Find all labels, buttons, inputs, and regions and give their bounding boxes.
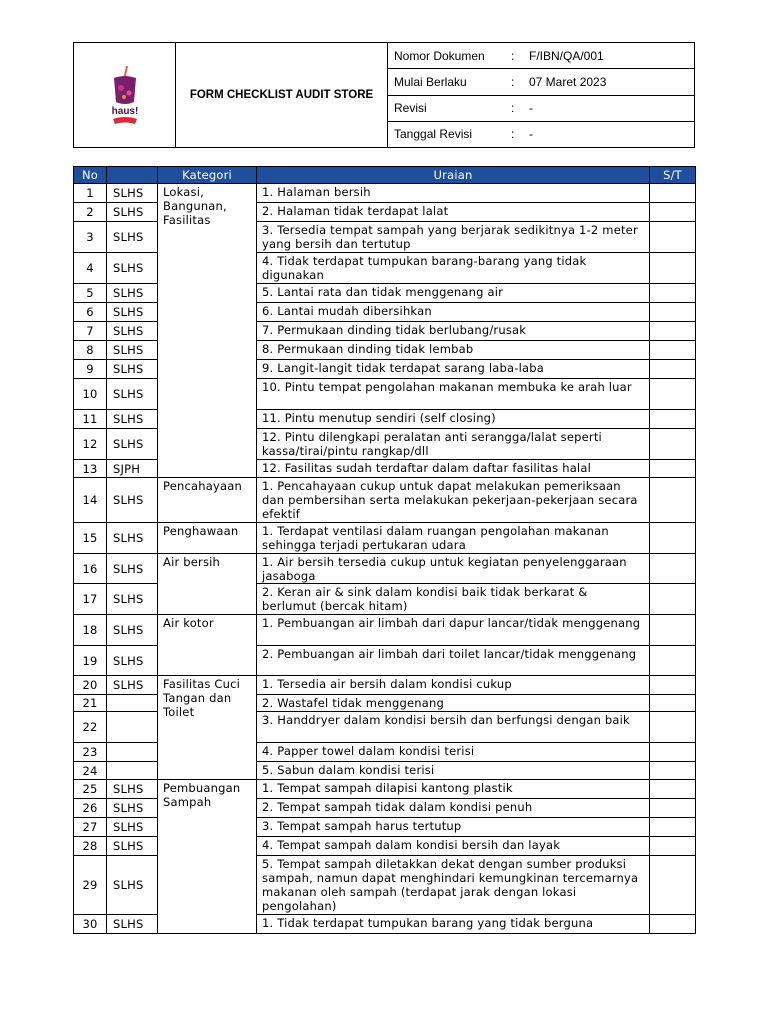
- document-header: [73, 42, 695, 148]
- status-cell[interactable]: [650, 429, 696, 460]
- status-cell[interactable]: [650, 222, 696, 253]
- status-cell[interactable]: [650, 712, 696, 743]
- row-number: 30: [74, 915, 107, 934]
- row-number: 10: [74, 379, 107, 410]
- status-cell[interactable]: [650, 284, 696, 303]
- category-cuci-tangan-toilet: Fasilitas Cuci Tangan dan Toilet: [158, 676, 257, 780]
- row-uraian: 1. Tidak terdapat tumpukan barang yang tidak berguna: [257, 915, 650, 934]
- status-cell[interactable]: [650, 646, 696, 676]
- row-uraian: 3. Handdryer dalam kondisi bersih dan berfungsi dengan baik: [257, 712, 650, 743]
- row-group: SLHS: [107, 303, 158, 322]
- status-cell[interactable]: [650, 837, 696, 856]
- haus-logo: [105, 64, 145, 126]
- category-pencahayaan: Pencahayaan: [158, 478, 257, 523]
- row-uraian: 5. Tempat sampah diletakkan dekat dengan sumber produksi sampah, namun dapat menghindari kemungkinan tercemarnya makanan oleh sampah (terdapat jarak dengan lokasi pengolahan): [257, 856, 650, 915]
- row-uraian: 3. Tersedia tempat sampah yang berjarak sedikitnya 1-2 meter yang bersih dan tertutup: [257, 222, 650, 253]
- status-cell[interactable]: [650, 856, 696, 915]
- category-penghawaan: Penghawaan: [158, 523, 257, 554]
- row-number: 26: [74, 799, 107, 818]
- col-header-blank: [107, 167, 158, 184]
- row-uraian: 2. Keran air & sink dalam kondisi baik tidak berkarat & berlumut (bercak hitam): [257, 584, 650, 615]
- meta-revisi: Revisi : -: [388, 95, 695, 121]
- row-group: SJPH: [107, 460, 158, 478]
- row-uraian: 10. Pintu tempat pengolahan makanan membuka ke arah luar: [257, 379, 650, 410]
- row-number: 22: [74, 712, 107, 743]
- row-number: 11: [74, 410, 107, 429]
- row-group: SLHS: [107, 222, 158, 253]
- row-group: SLHS: [107, 523, 158, 554]
- row-group: SLHS: [107, 341, 158, 360]
- row-uraian: 1. Air bersih tersedia cukup untuk kegiatan penyelenggaraan jasaboga: [257, 554, 650, 584]
- status-cell[interactable]: [650, 762, 696, 780]
- row-number: 19: [74, 646, 107, 676]
- meta-tanggal-revisi: Tanggal Revisi : -: [388, 121, 695, 147]
- row-group: SLHS: [107, 837, 158, 856]
- row-uraian: 1. Pembuangan air limbah dari dapur lancar/tidak menggenang: [257, 615, 650, 646]
- row-group: [107, 695, 158, 712]
- category-air-bersih: Air bersih: [158, 554, 257, 615]
- row-group: SLHS: [107, 478, 158, 523]
- row-uraian: 5. Lantai rata dan tidak menggenang air: [257, 284, 650, 303]
- status-cell[interactable]: [650, 203, 696, 222]
- row-uraian: 11. Pintu menutup sendiri (self closing): [257, 410, 650, 429]
- row-number: 24: [74, 762, 107, 780]
- category-air-kotor: Air kotor: [158, 615, 257, 676]
- row-number: 12: [74, 429, 107, 460]
- row-uraian: 5. Sabun dalam kondisi terisi: [257, 762, 650, 780]
- row-number: 20: [74, 676, 107, 695]
- status-cell[interactable]: [650, 379, 696, 410]
- row-number: 25: [74, 780, 107, 799]
- row-uraian: 4. Papper towel dalam kondisi terisi: [257, 743, 650, 762]
- status-cell[interactable]: [650, 676, 696, 695]
- status-cell[interactable]: [650, 523, 696, 554]
- row-number: 15: [74, 523, 107, 554]
- row-number: 9: [74, 360, 107, 379]
- row-group: SLHS: [107, 184, 158, 203]
- row-group: [107, 762, 158, 780]
- svg-text:haus!: haus!: [111, 106, 138, 117]
- row-group: SLHS: [107, 915, 158, 934]
- row-number: 21: [74, 695, 107, 712]
- row-number: 4: [74, 253, 107, 284]
- row-group: SLHS: [107, 646, 158, 676]
- row-number: 27: [74, 818, 107, 837]
- status-cell[interactable]: [650, 303, 696, 322]
- row-group: SLHS: [107, 253, 158, 284]
- table-header-row: [74, 167, 696, 184]
- row-number: 6: [74, 303, 107, 322]
- row-number: 18: [74, 615, 107, 646]
- row-number: 29: [74, 856, 107, 915]
- row-uraian: 9. Langit-langit tidak terdapat sarang laba-laba: [257, 360, 650, 379]
- row-number: 16: [74, 554, 107, 584]
- row-group: SLHS: [107, 818, 158, 837]
- row-uraian: 12. Pintu dilengkapi peralatan anti serangga/lalat seperti kassa/tirai/pintu rangkap/dll: [257, 429, 650, 460]
- meta-mulai-berlaku: Mulai Berlaku : 07 Maret 2023: [388, 69, 695, 95]
- status-cell[interactable]: [650, 253, 696, 284]
- category-pembuangan-sampah: Pembuangan Sampah: [158, 780, 257, 934]
- row-uraian: 8. Permukaan dinding tidak lembab: [257, 341, 650, 360]
- row-group: SLHS: [107, 856, 158, 915]
- status-cell[interactable]: [650, 818, 696, 837]
- logo-cell: [74, 43, 176, 148]
- row-group: SLHS: [107, 429, 158, 460]
- row-group: SLHS: [107, 203, 158, 222]
- row-number: 2: [74, 203, 107, 222]
- row-number: 8: [74, 341, 107, 360]
- row-number: 28: [74, 837, 107, 856]
- status-cell[interactable]: [650, 695, 696, 712]
- status-cell[interactable]: [650, 322, 696, 341]
- row-number: 3: [74, 222, 107, 253]
- row-uraian: 1. Halaman bersih: [257, 184, 650, 203]
- row-group: SLHS: [107, 410, 158, 429]
- col-header-kategori: Kategori: [158, 167, 257, 184]
- status-cell[interactable]: [650, 554, 696, 584]
- row-uraian: 6. Lantai mudah dibersihkan: [257, 303, 650, 322]
- row-group: SLHS: [107, 322, 158, 341]
- row-uraian: 3. Tempat sampah harus tertutup: [257, 818, 650, 837]
- row-number: 1: [74, 184, 107, 203]
- row-uraian: 2. Halaman tidak terdapat lalat: [257, 203, 650, 222]
- status-cell[interactable]: [650, 915, 696, 934]
- status-cell[interactable]: [650, 799, 696, 818]
- status-cell[interactable]: [650, 780, 696, 799]
- row-group: [107, 712, 158, 743]
- row-group: SLHS: [107, 554, 158, 584]
- row-group: SLHS: [107, 780, 158, 799]
- status-cell[interactable]: [650, 743, 696, 762]
- form-title: FORM CHECKLIST AUDIT STORE: [176, 43, 388, 148]
- row-uraian: 2. Wastafel tidak menggenang: [257, 695, 650, 712]
- row-uraian: 1. Pencahayaan cukup untuk dapat melakukan pemeriksaan dan pembersihan serta melakukan pekerjaan-pekerjaan secara efektif: [257, 478, 650, 523]
- row-number: 5: [74, 284, 107, 303]
- status-cell[interactable]: [650, 615, 696, 646]
- col-header-st: S/T: [650, 167, 696, 184]
- row-number: 23: [74, 743, 107, 762]
- status-cell[interactable]: [650, 184, 696, 203]
- row-group: SLHS: [107, 284, 158, 303]
- row-number: 7: [74, 322, 107, 341]
- status-cell[interactable]: [650, 584, 696, 615]
- row-uraian: 4. Tidak terdapat tumpukan barang-barang yang tidak digunakan: [257, 253, 650, 284]
- row-uraian: 2. Tempat sampah tidak dalam kondisi penuh: [257, 799, 650, 818]
- row-uraian: 12. Fasilitas sudah terdaftar dalam daftar fasilitas halal: [257, 460, 650, 478]
- row-group: SLHS: [107, 615, 158, 646]
- col-header-no: No: [74, 167, 107, 184]
- row-uraian: 4. Tempat sampah dalam kondisi bersih dan layak: [257, 837, 650, 856]
- row-number: 14: [74, 478, 107, 523]
- row-group: SLHS: [107, 676, 158, 695]
- row-uraian: 1. Tersedia air bersih dalam kondisi cukup: [257, 676, 650, 695]
- row-group: SLHS: [107, 799, 158, 818]
- row-number: 13: [74, 460, 107, 478]
- row-group: SLHS: [107, 584, 158, 615]
- status-cell[interactable]: [650, 341, 696, 360]
- row-uraian: 1. Terdapat ventilasi dalam ruangan pengolahan makanan sehingga terjadi pertukaran udara: [257, 523, 650, 554]
- checklist-table: [73, 166, 696, 934]
- row-uraian: 1. Tempat sampah dilapisi kantong plastik: [257, 780, 650, 799]
- category-lokasi: Lokasi, Bangunan, Fasilitas: [158, 184, 257, 478]
- row-group: SLHS: [107, 379, 158, 410]
- meta-nomor-dokumen: Nomor Dokumen : F/IBN/QA/001: [388, 43, 695, 69]
- row-uraian: 7. Permukaan dinding tidak berlubang/rusak: [257, 322, 650, 341]
- status-cell[interactable]: [650, 460, 696, 478]
- row-group: SLHS: [107, 360, 158, 379]
- status-cell[interactable]: [650, 360, 696, 379]
- col-header-uraian: Uraian: [257, 167, 650, 184]
- row-uraian: 2. Pembuangan air limbah dari toilet lancar/tidak menggenang: [257, 646, 650, 676]
- row-number: 17: [74, 584, 107, 615]
- status-cell[interactable]: [650, 410, 696, 429]
- row-group: [107, 743, 158, 762]
- status-cell[interactable]: [650, 478, 696, 523]
